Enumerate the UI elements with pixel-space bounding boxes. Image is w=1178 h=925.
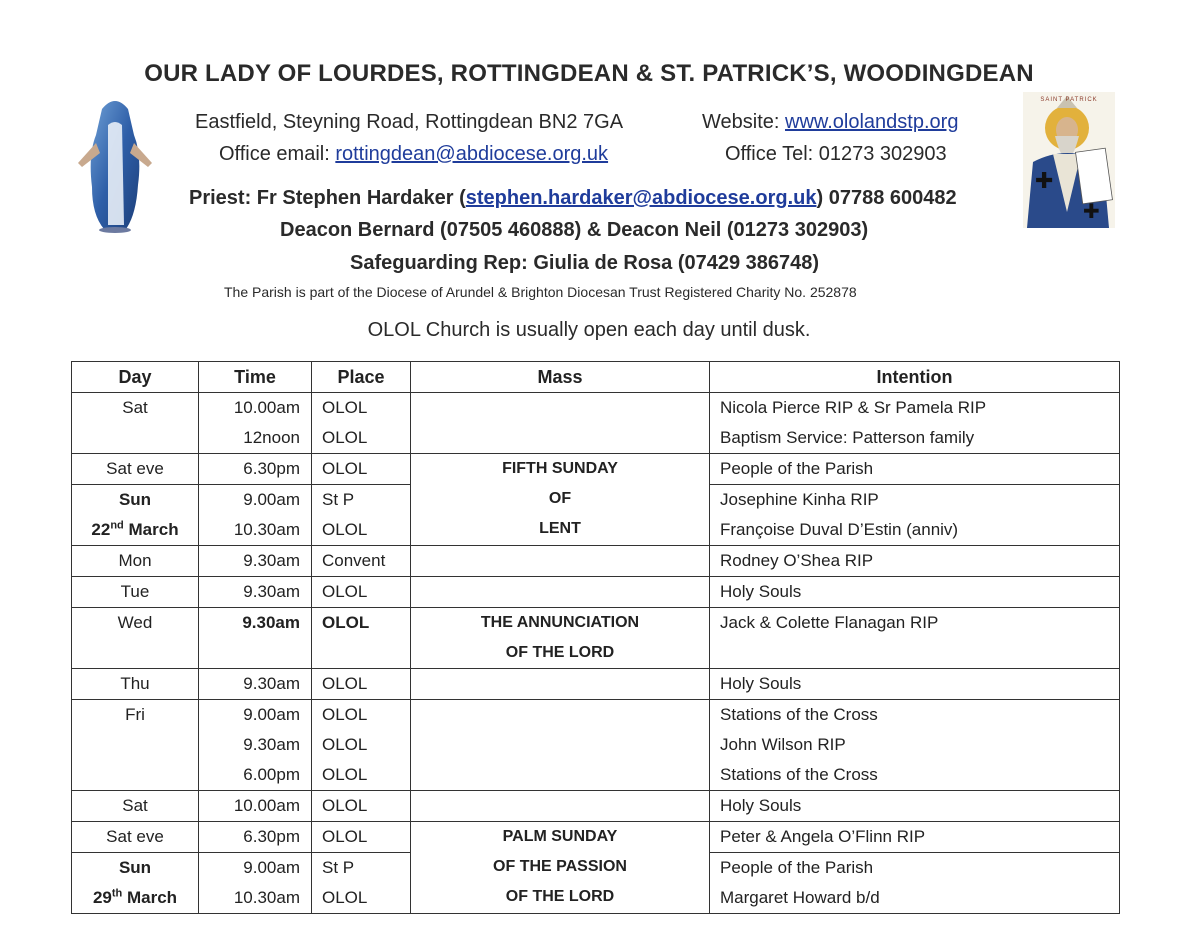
time-cell: 9.30am [243,582,300,601]
office-email-line [219,143,608,166]
website-link[interactable]: www.ololandstp.org [785,111,959,133]
day-cell: Thu [120,674,150,693]
place-cell: OLOL [322,705,368,724]
day-date-cell: 22nd March [91,519,179,539]
day-cell: Sat eve [106,459,164,478]
office-email-link[interactable]: rottingdean@abdiocese.org.uk [335,143,609,165]
day-cell: Fri [125,705,145,724]
day-cell: Sun [118,858,152,877]
place-cell: OLOL [322,459,368,478]
priest-phone: ) 07788 600482 [816,187,957,209]
day-cell: Mon [118,551,152,570]
place-cell: OLOL [322,428,368,447]
saint-patrick-icon [1023,92,1115,228]
time-cell: 9.00am [243,705,300,724]
intention-cell: People of the Parish [720,459,874,478]
day-cell: Sun [118,490,152,509]
office-tel: Office Tel: 01273 302903 [725,143,947,165]
day-cell: Sat eve [106,827,164,846]
intention-cell: Rodney O’Shea RIP [720,551,874,570]
priest-email-link[interactable]: stephen.hardaker@abdiocese.org.uk [465,187,817,209]
table-row [72,669,1120,700]
place-cell: OLOL [322,765,368,784]
intention-cell: Peter & Angela O’Flinn RIP [720,827,926,846]
place-cell: OLOL [322,398,368,417]
header-place: Place [312,362,411,393]
header-day: Day [72,362,199,393]
our-lady-icon [72,95,158,233]
intention-cell: Françoise Duval D’Estin (anniv) [720,520,959,539]
table-row [72,822,1120,853]
mass-schedule-table [71,361,1120,914]
saint-patrick-image [1023,92,1115,228]
time-cell: 10.30am [233,888,300,907]
office-email-label: Office email: [219,143,330,165]
day-cell: Sat [122,398,148,417]
priest-line [189,187,957,210]
time-cell: 6.30pm [243,459,300,478]
day-cell: Tue [120,582,150,601]
intention-cell: Margaret Howard b/d [720,888,880,907]
intention-cell: People of the Parish [720,858,874,877]
place-cell: St P [322,490,355,509]
day-date-cell: 29th March [92,887,178,907]
svg-text:✚: ✚ [1035,169,1054,194]
address: Eastfield, Steyning Road, Rottingdean BN2 7GA [195,111,624,133]
church-open-note: OLOL Church is usually open each day until dusk. [367,319,811,341]
website-line [702,111,958,134]
place-cell: OLOL [322,613,370,632]
mass-title-line: OF THE LORD [505,888,615,905]
time-cell: 10.00am [233,398,300,417]
intention-cell: Baptism Service: Patterson family [720,428,975,447]
charity-line: The Parish is part of the Diocese of Arundel & Brighton Diocesan Trust Registered Charity No. 252878 [224,284,857,300]
header-time: Time [199,362,312,393]
time-cell: 9.30am [243,551,300,570]
time-cell: 10.00am [233,796,300,815]
time-cell: 6.00pm [243,765,300,784]
table-row [72,700,1120,791]
deacons-line: Deacon Bernard (07505 460888) & Deacon Neil (01273 302903) [280,219,869,241]
place-cell: Convent [322,551,386,570]
svg-text:✚: ✚ [1083,199,1100,223]
time-cell: 9.00am [243,490,300,509]
mass-title-line: OF [548,490,572,507]
place-cell: St P [322,858,355,877]
priest-name: Priest: Fr Stephen Hardaker ( [189,187,466,209]
intention-cell: Josephine Kinha RIP [720,490,879,509]
intention-cell: Nicola Pierce RIP & Sr Pamela RIP [720,398,987,417]
intention-cell: Jack & Colette Flanagan RIP [720,613,939,632]
our-lady-image [72,95,158,233]
time-cell: 9.00am [243,858,300,877]
table-row [72,393,1120,454]
day-cell: Wed [117,613,153,632]
table-row [72,608,1120,669]
header-intention: Intention [710,362,1120,393]
day-cell: Sat [122,796,148,815]
table-row [72,546,1120,577]
intention-cell: Stations of the Cross [720,765,878,784]
place-cell: OLOL [322,888,368,907]
website-label: Website: [702,111,780,133]
table-row [72,454,1120,485]
intention-cell: Stations of the Cross [720,705,878,724]
mass-title-line: LENT [539,520,581,537]
table-row [72,791,1120,822]
table-row [72,577,1120,608]
intention-cell: Holy Souls [720,674,802,693]
place-cell: OLOL [322,674,368,693]
time-cell: 12noon [243,428,300,447]
time-cell: 10.30am [233,520,300,539]
place-cell: OLOL [322,520,368,539]
time-cell: 9.30am [242,613,300,632]
time-cell: 6.30pm [243,827,300,846]
intention-cell: John Wilson RIP [720,735,846,754]
saint-patrick-caption: SAINT PATRICK [1040,97,1098,103]
intention-cell: Holy Souls [720,582,802,601]
place-cell: OLOL [322,796,368,815]
place-cell: OLOL [322,827,368,846]
mass-title-line: OF THE PASSION [493,858,627,875]
intention-cell: Holy Souls [720,796,802,815]
place-cell: OLOL [322,582,368,601]
place-cell: OLOL [322,735,368,754]
time-cell: 9.30am [243,735,300,754]
mass-title-line: THE ANNUNCIATION [480,614,640,631]
parish-title: OUR LADY OF LOURDES, ROTTINGDEAN & ST. PATRICK’S, WOODINGDEAN [144,60,1034,87]
safeguarding-line: Safeguarding Rep: Giulia de Rosa (07429 386748) [350,252,820,274]
mass-title-line: FIFTH SUNDAY [502,460,618,477]
table-header-row [72,362,1120,393]
mass-title-line: PALM SUNDAY [502,828,618,845]
header-mass: Mass [411,362,710,393]
mass-title-line: OF THE LORD [505,644,615,661]
time-cell: 9.30am [243,674,300,693]
